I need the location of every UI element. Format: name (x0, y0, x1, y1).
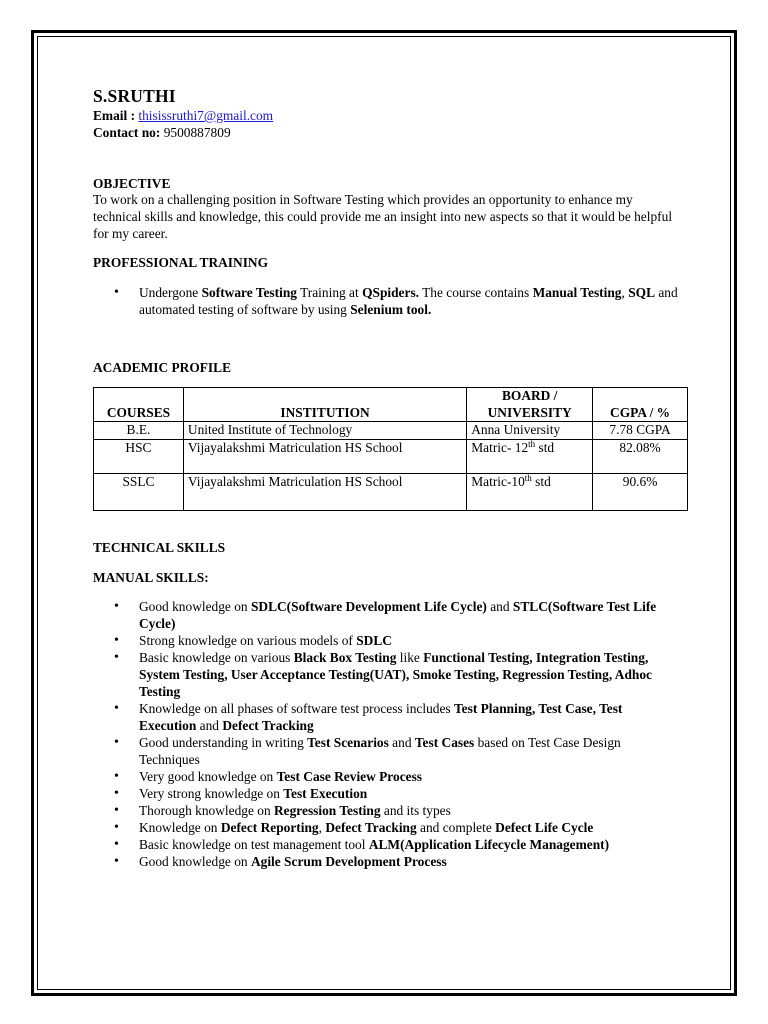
technical-skills-heading: TECHNICAL SKILLS (93, 540, 226, 555)
manual-skills-heading: MANUAL SKILLS: (93, 570, 209, 585)
table-header-row (94, 388, 688, 422)
table-row: SSLC Vijayalakshmi Matriculation HS School Matric-10th std 90.6% (94, 474, 688, 511)
manual-skills-list (93, 598, 683, 870)
skill-item: • Knowledge on all phases of software test process includes Test Planning, Test Case, Test Execution and Defect Tracking (93, 700, 683, 734)
skill-item: • Thorough knowledge on Regression Testing and its types (93, 802, 683, 819)
skill-item: • Good knowledge on SDLC(Software Development Life Cycle) and STLC(Software Test Life Cycle) (93, 598, 683, 632)
table-row: HSC Vijayalakshmi Matriculation HS School Matric- 12th std 82.08% (94, 440, 688, 474)
contact-row (93, 124, 231, 141)
email-row (93, 107, 273, 124)
col-board: BOARD / UNIVERSITY (467, 388, 593, 422)
objective-heading: OBJECTIVE (93, 176, 171, 191)
academic-heading: ACADEMIC PROFILE (93, 360, 231, 375)
skill-item: • Basic knowledge on various Black Box Testing like Functional Testing, Integration Testing, System Testing, User Acceptance Testing(UAT), Smoke Testing, Regression Testing, Adhoc Testing (93, 649, 683, 700)
col-cgpa: CGPA / % (593, 388, 688, 422)
skill-item: • Good understanding in writing Test Scenarios and Test Cases based on Test Case Design Techniques (93, 734, 683, 768)
contact-label: Contact no: (93, 125, 161, 140)
training-item: • Undergone Software Testing Training at QSpiders. The course contains Manual Testing, SQL and automated testing of software by using Selenium tool. (93, 284, 683, 318)
col-courses: COURSES (94, 388, 184, 422)
skill-item: • Strong knowledge on various models of SDLC (93, 632, 683, 649)
training-list (93, 284, 683, 318)
table-row: B.E. United Institute of Technology Anna University 7.78 CGPA (94, 422, 688, 440)
skill-item: • Very good knowledge on Test Case Review Process (93, 768, 683, 785)
email-link[interactable]: thisissruthi7@gmail.com (138, 108, 274, 123)
skill-item: • Very strong knowledge on Test Execution (93, 785, 683, 802)
objective-text: To work on a challenging position in Software Testing which provides an opportunity to enhance my technical skills and knowledge, this could provide me an insight into new aspects so that it would be helpful for my career. (93, 192, 673, 241)
training-heading: PROFESSIONAL TRAINING (93, 255, 268, 270)
email-label: Email : (93, 108, 136, 123)
col-institution: INSTITUTION (183, 388, 466, 422)
skill-item: • Good knowledge on Agile Scrum Development Process (93, 853, 683, 870)
candidate-name: S.SRUTHI (93, 86, 176, 106)
academic-table (93, 387, 688, 511)
skill-item: • Knowledge on Defect Reporting, Defect Tracking and complete Defect Life Cycle (93, 819, 683, 836)
skill-item: • Basic knowledge on test management tool ALM(Application Lifecycle Management) (93, 836, 683, 853)
contact-number: 9500887809 (163, 125, 231, 140)
